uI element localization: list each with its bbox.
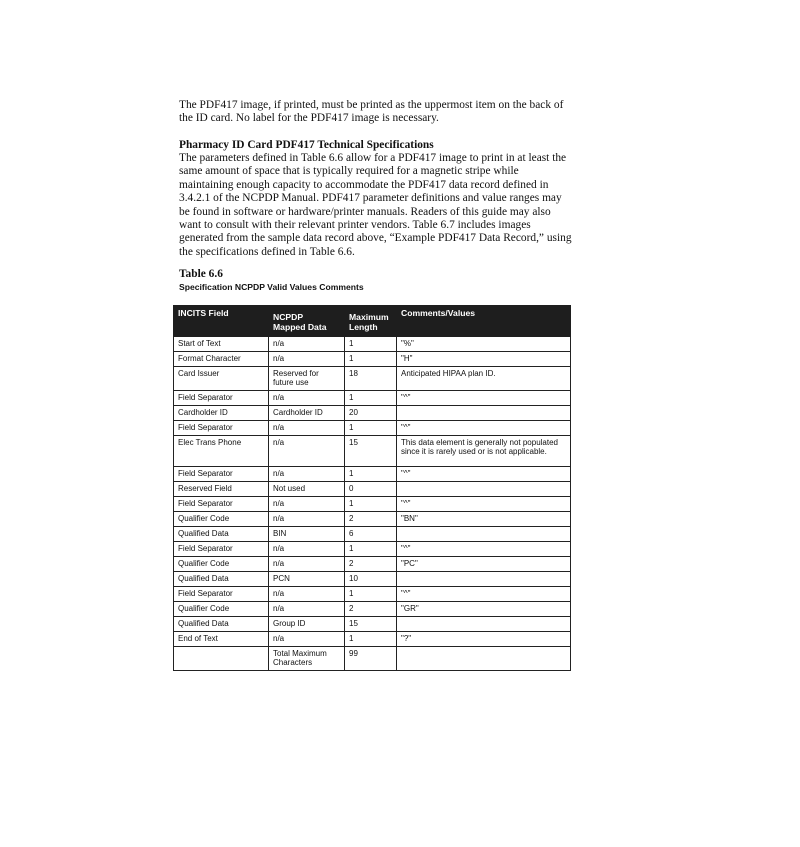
- table-body: [174, 337, 571, 671]
- cell-comments-values: [397, 406, 571, 421]
- table-row: [174, 337, 571, 352]
- cell-incits-field: Qualifier Code: [174, 602, 269, 617]
- cell-ncpdp-mapped-data: n/a: [269, 542, 345, 557]
- cell-maximum-length: 2: [345, 557, 397, 572]
- cell-maximum-length: 99: [345, 647, 397, 671]
- section-paragraph: The parameters defined in Table 6.6 allow for a PDF417 image to print in at least the same amount of space that is typically required for a magnetic stripe while maintaining enough capacity to accommodate the PDF417 data record defined in 3.4.2.1 of the NCPDP Manual. PDF417 parameter definitions and value ranges may be found in software or hardware/printer manuals. Readers of this guide may also want to consult with their relevant printer vendors. Table 6.7 includes images generated from the sample data record above, “Example PDF417 Data Record,” using the specifications defined in Table 6.6.: [179, 152, 572, 258]
- cell-maximum-length: 15: [345, 436, 397, 467]
- cell-ncpdp-mapped-data: n/a: [269, 497, 345, 512]
- cell-maximum-length: 2: [345, 602, 397, 617]
- header-maximum-length: Maximum Length: [345, 306, 397, 337]
- table-caption: Specification NCPDP Valid Values Comments: [179, 282, 364, 292]
- cell-maximum-length: 1: [345, 467, 397, 482]
- cell-incits-field: Reserved Field: [174, 482, 269, 497]
- cell-maximum-length: 6: [345, 527, 397, 542]
- cell-ncpdp-mapped-data: n/a: [269, 602, 345, 617]
- cell-comments-values: "^": [397, 587, 571, 602]
- cell-maximum-length: 0: [345, 482, 397, 497]
- table-row: [174, 557, 571, 572]
- spec-table: [173, 305, 571, 671]
- table-row: [174, 497, 571, 512]
- cell-incits-field: Qualified Data: [174, 617, 269, 632]
- cell-maximum-length: 15: [345, 617, 397, 632]
- section-heading: Pharmacy ID Card PDF417 Technical Specifications: [179, 139, 434, 151]
- table-row: [174, 602, 571, 617]
- table-row: [174, 542, 571, 557]
- header-ncpdp-mapped-data: NCPDP Mapped Data: [269, 306, 345, 337]
- cell-maximum-length: 1: [345, 337, 397, 352]
- cell-incits-field: Format Character: [174, 352, 269, 367]
- cell-maximum-length: 1: [345, 587, 397, 602]
- cell-comments-values: "^": [397, 391, 571, 406]
- table-row: [174, 512, 571, 527]
- table-row: [174, 391, 571, 406]
- cell-incits-field: Field Separator: [174, 467, 269, 482]
- cell-incits-field: Start of Text: [174, 337, 269, 352]
- cell-incits-field: Field Separator: [174, 391, 269, 406]
- cell-comments-values: "GR": [397, 602, 571, 617]
- cell-comments-values: "^": [397, 497, 571, 512]
- header-incits-field: INCITS Field: [174, 306, 269, 337]
- table-row: [174, 482, 571, 497]
- cell-comments-values: "?": [397, 632, 571, 647]
- cell-incits-field: End of Text: [174, 632, 269, 647]
- table-row: [174, 587, 571, 602]
- cell-ncpdp-mapped-data: Not used: [269, 482, 345, 497]
- cell-comments-values: Anticipated HIPAA plan ID.: [397, 367, 571, 391]
- table-row: [174, 367, 571, 391]
- table-row: [174, 572, 571, 587]
- cell-maximum-length: 1: [345, 632, 397, 647]
- cell-comments-values: This data element is generally not populated since it is rarely used or is not applicable.: [397, 436, 571, 467]
- cell-incits-field: Qualified Data: [174, 527, 269, 542]
- cell-ncpdp-mapped-data: n/a: [269, 512, 345, 527]
- cell-comments-values: [397, 527, 571, 542]
- cell-comments-values: "H": [397, 352, 571, 367]
- cell-incits-field: Qualifier Code: [174, 512, 269, 527]
- cell-ncpdp-mapped-data: Reserved for future use: [269, 367, 345, 391]
- cell-ncpdp-mapped-data: Cardholder ID: [269, 406, 345, 421]
- cell-ncpdp-mapped-data: PCN: [269, 572, 345, 587]
- header-comments-values: Comments/Values: [397, 306, 571, 337]
- cell-ncpdp-mapped-data: Total Maximum Characters: [269, 647, 345, 671]
- table-row: [174, 352, 571, 367]
- cell-comments-values: "^": [397, 467, 571, 482]
- table-row: [174, 467, 571, 482]
- cell-comments-values: [397, 617, 571, 632]
- table-header-row: [174, 306, 571, 337]
- cell-maximum-length: 20: [345, 406, 397, 421]
- table-row: [174, 436, 571, 467]
- table-row: [174, 632, 571, 647]
- cell-maximum-length: 1: [345, 391, 397, 406]
- cell-ncpdp-mapped-data: n/a: [269, 352, 345, 367]
- cell-comments-values: "^": [397, 421, 571, 436]
- intro-paragraph: The PDF417 image, if printed, must be printed as the uppermost item on the back of the ID card. No label for the PDF417 image is necessary.: [179, 99, 564, 125]
- cell-maximum-length: 1: [345, 497, 397, 512]
- cell-ncpdp-mapped-data: n/a: [269, 467, 345, 482]
- cell-incits-field: Cardholder ID: [174, 406, 269, 421]
- cell-maximum-length: 18: [345, 367, 397, 391]
- cell-ncpdp-mapped-data: n/a: [269, 391, 345, 406]
- cell-incits-field: Qualifier Code: [174, 557, 269, 572]
- cell-ncpdp-mapped-data: n/a: [269, 557, 345, 572]
- cell-maximum-length: 1: [345, 352, 397, 367]
- cell-maximum-length: 1: [345, 542, 397, 557]
- table-row: [174, 647, 571, 671]
- table-row: [174, 421, 571, 436]
- cell-incits-field: Field Separator: [174, 497, 269, 512]
- cell-incits-field: Field Separator: [174, 542, 269, 557]
- cell-ncpdp-mapped-data: BIN: [269, 527, 345, 542]
- table-row: [174, 406, 571, 421]
- cell-ncpdp-mapped-data: n/a: [269, 632, 345, 647]
- table-row: [174, 617, 571, 632]
- cell-comments-values: [397, 482, 571, 497]
- cell-ncpdp-mapped-data: Group ID: [269, 617, 345, 632]
- cell-ncpdp-mapped-data: n/a: [269, 436, 345, 467]
- cell-ncpdp-mapped-data: n/a: [269, 337, 345, 352]
- cell-comments-values: "PC": [397, 557, 571, 572]
- cell-incits-field: Qualified Data: [174, 572, 269, 587]
- cell-incits-field: Field Separator: [174, 587, 269, 602]
- cell-incits-field: Card Issuer: [174, 367, 269, 391]
- table-row: [174, 527, 571, 542]
- cell-comments-values: [397, 647, 571, 671]
- cell-comments-values: "%": [397, 337, 571, 352]
- cell-ncpdp-mapped-data: n/a: [269, 587, 345, 602]
- cell-maximum-length: 2: [345, 512, 397, 527]
- table-number: Table 6.6: [179, 268, 223, 280]
- cell-ncpdp-mapped-data: n/a: [269, 421, 345, 436]
- cell-comments-values: "BN": [397, 512, 571, 527]
- cell-incits-field: Field Separator: [174, 421, 269, 436]
- cell-comments-values: "^": [397, 542, 571, 557]
- cell-maximum-length: 1: [345, 421, 397, 436]
- cell-incits-field: Elec Trans Phone: [174, 436, 269, 467]
- cell-incits-field: [174, 647, 269, 671]
- cell-comments-values: [397, 572, 571, 587]
- cell-maximum-length: 10: [345, 572, 397, 587]
